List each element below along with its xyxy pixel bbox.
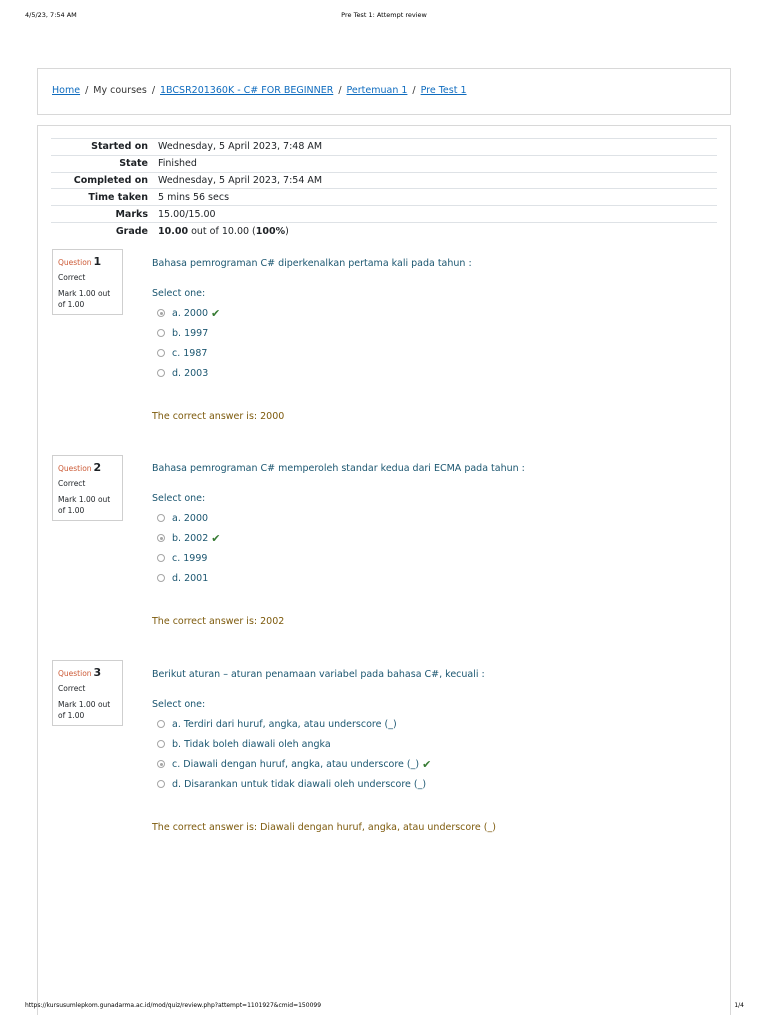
answer-label: a. Terdiri dari huruf, angka, atau underscore (_) [172,718,397,730]
summary-row-completed [51,172,717,189]
question-text-2: Bahasa pemrograman C# memperoleh standar kedua dari ECMA pada tahun : [152,463,525,474]
answer-label: d. 2003 [172,367,209,379]
radio-checked-icon[interactable] [157,309,165,317]
completed-label: Completed on [51,172,154,189]
answer-label: d. Disarankan untuk tidak diawali oleh underscore (_) [172,778,427,790]
breadcrumb-separator: / [151,85,156,96]
radio-icon[interactable] [157,740,165,748]
question-number-1 [58,255,117,268]
question-state-3: Correct [58,684,86,693]
breadcrumb-home-link[interactable]: Home [52,85,81,96]
radio-icon[interactable] [157,514,165,522]
summary-row-marks [51,206,717,223]
question-text-1: Bahasa pemrograman C# diperkenalkan pertama kali pada tahun : [152,258,472,269]
correct-check-icon: ✔ [211,531,221,545]
question-mark-2: Mark 1.00 out of 1.00 [58,495,111,515]
question-info-3 [52,660,123,726]
question-state-2: Correct [58,479,86,488]
select-one-prompt: Select one: [152,288,206,299]
answer-label: c. 1999 [172,552,208,564]
answer-label: a. 2000 [172,307,209,319]
answer-option-2c[interactable] [152,548,722,568]
answer-option-2d[interactable] [152,568,722,588]
marks-value: 15.00/15.00 [154,206,717,223]
question-label: Question [58,258,92,267]
question-content-3 [152,669,722,833]
answer-list-2 [152,508,722,588]
breadcrumb-separator: / [412,85,416,96]
breadcrumb-course-link[interactable]: 1BCSR201360K - C# FOR BEGINNER [160,85,334,96]
completed-value: Wednesday, 5 April 2023, 7:54 AM [154,172,717,189]
print-footer [0,1002,768,1012]
grade-close: ) [285,225,289,237]
answer-label: b. 2002 [172,532,209,544]
radio-icon[interactable] [157,349,165,357]
marks-label: Marks [51,206,154,223]
answer-option-1b[interactable] [152,323,722,343]
question-number-value: 3 [93,666,102,679]
question-info-1 [52,249,123,315]
answer-label: a. 2000 [172,512,209,524]
answer-option-3c[interactable] [152,754,722,774]
grade-score: 10.00 [158,225,189,237]
time-label: Time taken [51,189,154,206]
answer-option-1a[interactable] [152,303,722,323]
question-label: Question [58,669,92,678]
right-answer-2: The correct answer is: 2002 [152,616,285,627]
answer-option-1d[interactable] [152,363,722,383]
question-number-value: 2 [93,461,102,474]
question-content-2 [152,463,722,627]
radio-icon[interactable] [157,369,165,377]
attempt-summary-table [51,138,717,239]
question-number-2 [58,461,117,474]
question-mark-3: Mark 1.00 out of 1.00 [58,700,111,720]
grade-label: Grade [51,222,154,239]
question-number-value: 1 [93,255,102,268]
time-value: 5 mins 56 secs [154,189,717,206]
radio-icon[interactable] [157,780,165,788]
started-value: Wednesday, 5 April 2023, 7:48 AM [154,139,717,156]
answer-option-1c[interactable] [152,343,722,363]
answer-option-3d[interactable] [152,774,722,794]
summary-row-time [51,189,717,206]
grade-value [154,222,717,239]
right-answer-1: The correct answer is: 2000 [152,411,285,422]
answer-option-2b[interactable] [152,528,722,548]
summary-row-started [51,139,717,156]
answer-label: c. Diawali dengan huruf, angka, atau underscore (_) [172,758,420,770]
summary-row-grade [51,222,717,239]
correct-check-icon: ✔ [422,757,432,771]
print-header [0,11,768,21]
question-label: Question [58,464,92,473]
question-state-1: Correct [58,273,86,282]
answer-option-2a[interactable] [152,508,722,528]
answer-label: d. 2001 [172,572,209,584]
answer-label: c. 1987 [172,347,208,359]
select-one-prompt: Select one: [152,699,206,710]
grade-outof: out of 10.00 ( [188,225,256,237]
answer-list-1 [152,303,722,383]
radio-icon[interactable] [157,554,165,562]
state-value: Finished [154,155,717,172]
radio-icon[interactable] [157,574,165,582]
question-info-2 [52,455,123,521]
radio-checked-icon[interactable] [157,534,165,542]
breadcrumb-separator: / [338,85,342,96]
question-number-3 [58,666,117,679]
started-label: Started on [51,139,154,156]
breadcrumb-section-link[interactable]: Pertemuan 1 [346,85,408,96]
print-page-number: 1/4 [734,1002,744,1009]
grade-percent: 100% [255,225,286,237]
answer-list-3 [152,714,722,794]
breadcrumb-quiz-link[interactable]: Pre Test 1 [420,85,467,96]
question-mark-1: Mark 1.00 out of 1.00 [58,289,111,309]
breadcrumb-separator: / [85,85,89,96]
right-answer-3: The correct answer is: Diawali dengan huruf, angka, atau underscore (_) [152,822,496,833]
answer-option-3a[interactable] [152,714,722,734]
radio-icon[interactable] [157,329,165,337]
breadcrumb-container [37,68,731,115]
select-one-prompt: Select one: [152,493,206,504]
radio-icon[interactable] [157,720,165,728]
answer-label: b. Tidak boleh diawali oleh angka [172,738,331,750]
breadcrumb-my-courses: My courses [93,85,147,96]
breadcrumb [52,85,467,96]
print-datetime: 4/5/23, 7:54 AM [25,11,77,19]
question-content-1 [152,258,722,422]
answer-option-3b[interactable] [152,734,722,754]
print-url: https://kursusumlepkom.gunadarma.ac.id/mod/quiz/review.php?attempt=1101927&cmid=150099 [25,1002,322,1009]
question-text-3: Berikut aturan – aturan penamaan variabel pada bahasa C#, kecuali : [152,669,485,680]
summary-row-state [51,155,717,172]
radio-checked-icon[interactable] [157,760,165,768]
print-title: Pre Test 1: Attempt review [341,11,427,19]
answer-label: b. 1997 [172,327,209,339]
correct-check-icon: ✔ [211,306,221,320]
state-label: State [51,155,154,172]
